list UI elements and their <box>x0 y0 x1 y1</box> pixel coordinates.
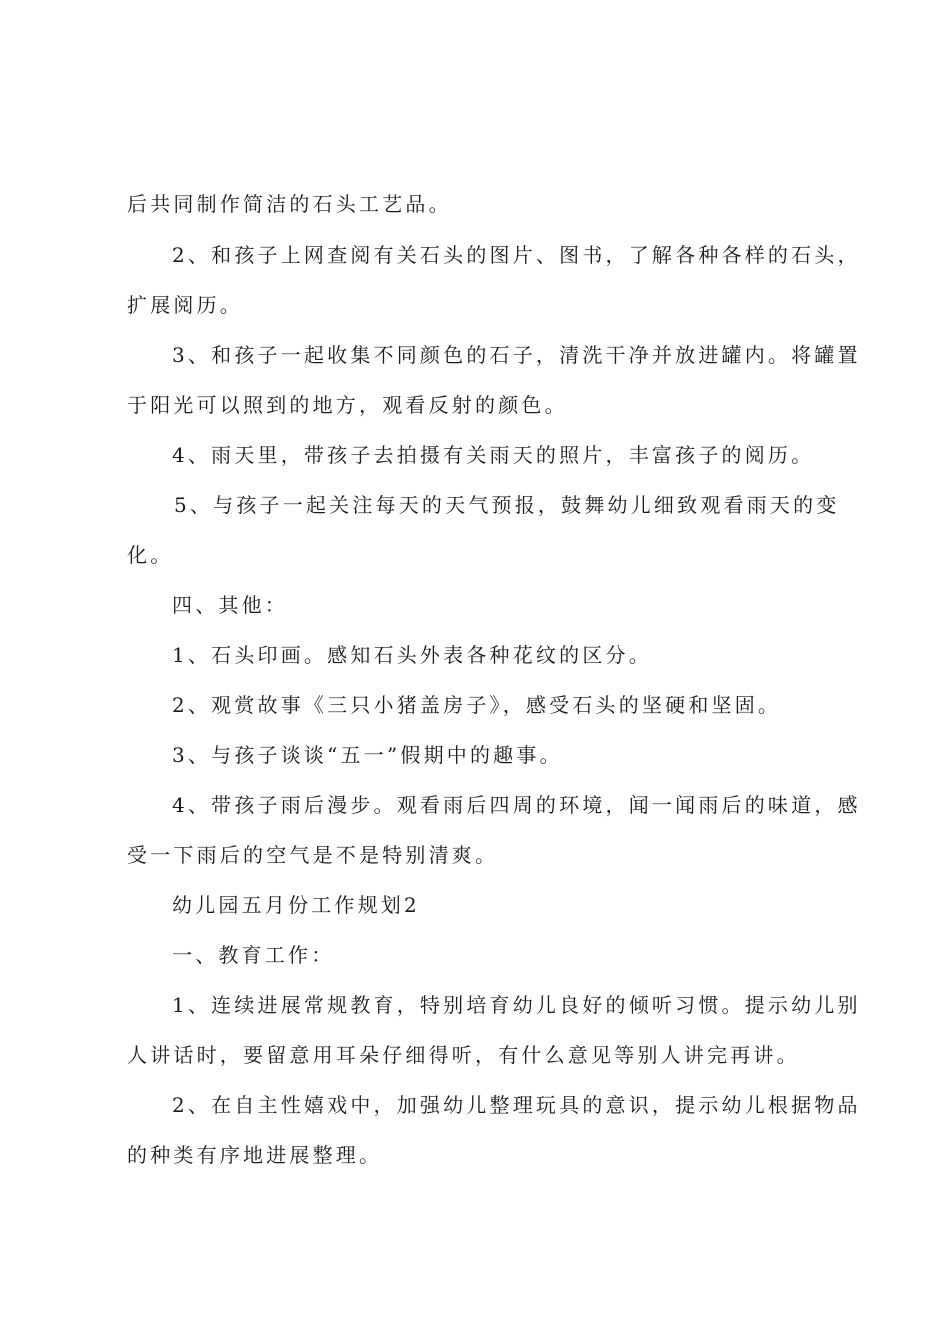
text-line: 扩展阅历。 <box>127 293 243 317</box>
document-title: 幼儿园五月份工作规划2 <box>172 893 420 917</box>
list-item-text: 3、与孩子谈谈“五一”假期中的趣事。 <box>172 743 563 767</box>
text-line: 化。 <box>127 543 174 567</box>
text-line: 后共同制作简洁的石头工艺品。 <box>127 192 452 216</box>
text-line: 人讲话时，要留意用耳朵仔细得听，有什么意见等别人讲完再讲。 <box>127 1043 800 1067</box>
list-item-text: 2、在自主性嬉戏中，加强幼儿整理玩具的意识，提示幼儿根据物品 <box>172 1093 861 1117</box>
text-line: 的种类有序地进展整理。 <box>127 1143 383 1167</box>
section-heading: 一、教育工作： <box>172 943 335 967</box>
list-item-text: 3、和孩子一起收集不同颜色的石子，清洗干净并放进罐内。将罐置 <box>172 343 861 367</box>
list-item-text: 2、和孩子上网查阅有关石头的图片、图书，了解各种各样的石头， <box>172 243 861 267</box>
list-item-text: 2、观赏故事《三只小猪盖房子》，感受石头的坚硬和坚固。 <box>172 693 782 717</box>
text-line: 受一下雨后的空气是不是特别清爽。 <box>127 843 499 867</box>
list-item-text: 4、雨天里，带孩子去拍摄有关雨天的照片，丰富孩子的阅历。 <box>172 443 815 467</box>
list-item-text: 4、带孩子雨后漫步。观看雨后四周的环境，闻一闻雨后的味道，感 <box>172 793 861 817</box>
list-item-text: 1、连续进展常规教育，特别培育幼儿良好的倾听习惯。提示幼儿别 <box>172 993 861 1017</box>
list-item-text: 1、石头印画。感知石头外表各种花纹的区分。 <box>172 643 652 667</box>
text-line: 于阳光可以照到的地方，观看反射的颜色。 <box>127 393 568 417</box>
section-heading: 四、其他： <box>172 593 288 617</box>
list-item-text: 5、与孩子一起关注每天的天气预报，鼓舞幼儿细致观看雨天的变 <box>174 493 840 517</box>
